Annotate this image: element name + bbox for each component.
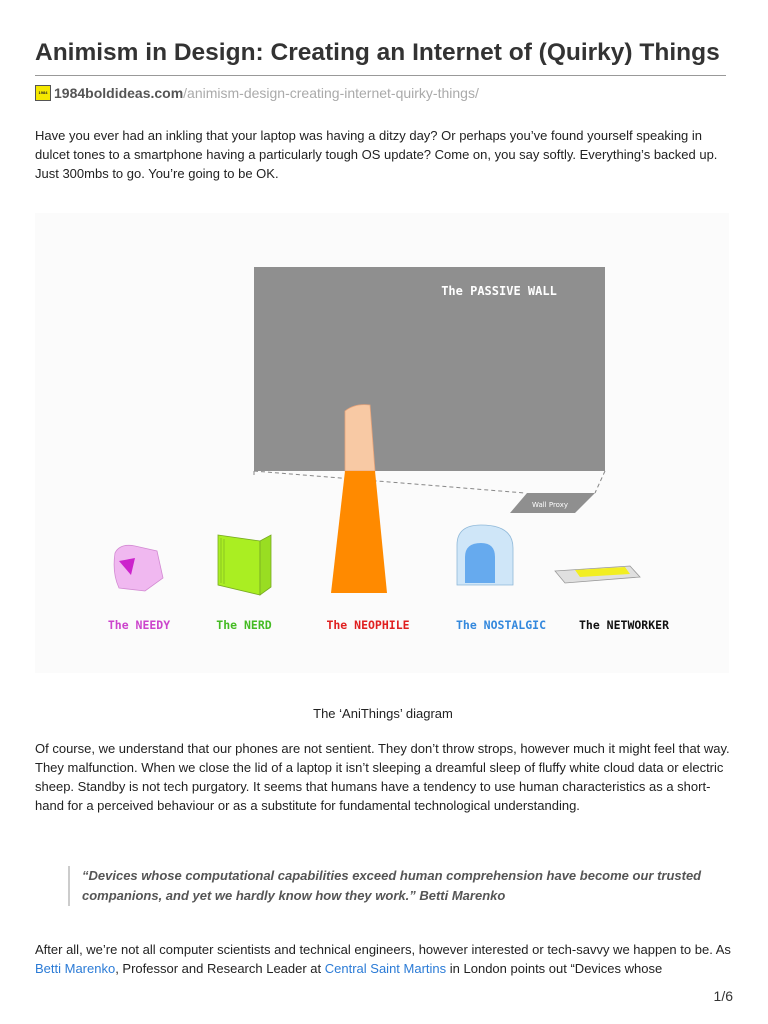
source-domain[interactable]: 1984boldideas.com (54, 85, 184, 101)
passive-wall-label: The PASSIVE WALL (441, 284, 557, 298)
nostalgic-label: The NOSTALGIC (455, 618, 547, 632)
para3-text-3: in London points out “Devices whose (446, 961, 663, 976)
projection-line (595, 471, 605, 493)
title-divider (35, 75, 726, 76)
article-title: Animism in Design: Creating an Internet of (Quirky) Things (35, 39, 720, 66)
central-saint-martins-link[interactable]: Central Saint Martins (324, 961, 447, 976)
body-paragraph-2 (35, 940, 735, 978)
needy-object (114, 545, 163, 591)
site-favicon-icon: 1984 (35, 85, 51, 101)
intro-paragraph: Have you ever had an inkling that your laptop was having a ditzy day? Or perhaps you’ve found yourself speaking in dulcet tones to a smartphone having a particularly tough OS update? Come on, you say softly. Everything’s backed up. Just 300mbs to go. You’re going to be OK. (35, 128, 718, 181)
figure-caption: The ‘AniThings’ diagram (313, 706, 453, 721)
needy-label: The NEEDY (107, 618, 171, 632)
body-paragraph: Of course, we understand that our phones are not sentient. They don’t throw strops, however much it might feel that way. They malfunction. When we close the lid of a laptop it isn’t sleeping a dreamful sleep of fluffy white cloud data or electric sheep. Standby is not tech purgatory. It seems that humans have a tendency to use human characteristics as a short-hand for a perceived behaviour or as a substitute for fundamental technological understanding. (35, 741, 730, 813)
betti-marenko-link[interactable]: Betti Marenko (35, 961, 116, 976)
nerd-object (218, 535, 271, 595)
anithings-diagram (35, 213, 729, 673)
nerd-label: The NERD (216, 618, 272, 632)
networker-label: The NETWORKER (578, 618, 670, 632)
projection-line (254, 471, 525, 493)
pull-quote: “Devices whose computational capabilities exceed human comprehension have become our trusted companions, and yet we hardly know how they work.” Betti Marenko (68, 866, 728, 906)
wall-proxy-label: Wall Proxy (531, 501, 569, 509)
nostalgic-object (457, 525, 513, 585)
networker-object (555, 566, 640, 583)
neophile-label: The NEOPHILE (326, 618, 410, 632)
para3-text-2: , Professor and Research Leader at (115, 961, 325, 976)
source-link[interactable] (35, 84, 479, 102)
page-number: 1/6 (713, 988, 733, 1004)
source-path[interactable]: /animism-design-creating-internet-quirky-things/ (183, 85, 479, 101)
para3-text-1: After all, we’re not all computer scientists and technical engineers, however interested or tech-savvy we happen to be. As (35, 942, 731, 957)
